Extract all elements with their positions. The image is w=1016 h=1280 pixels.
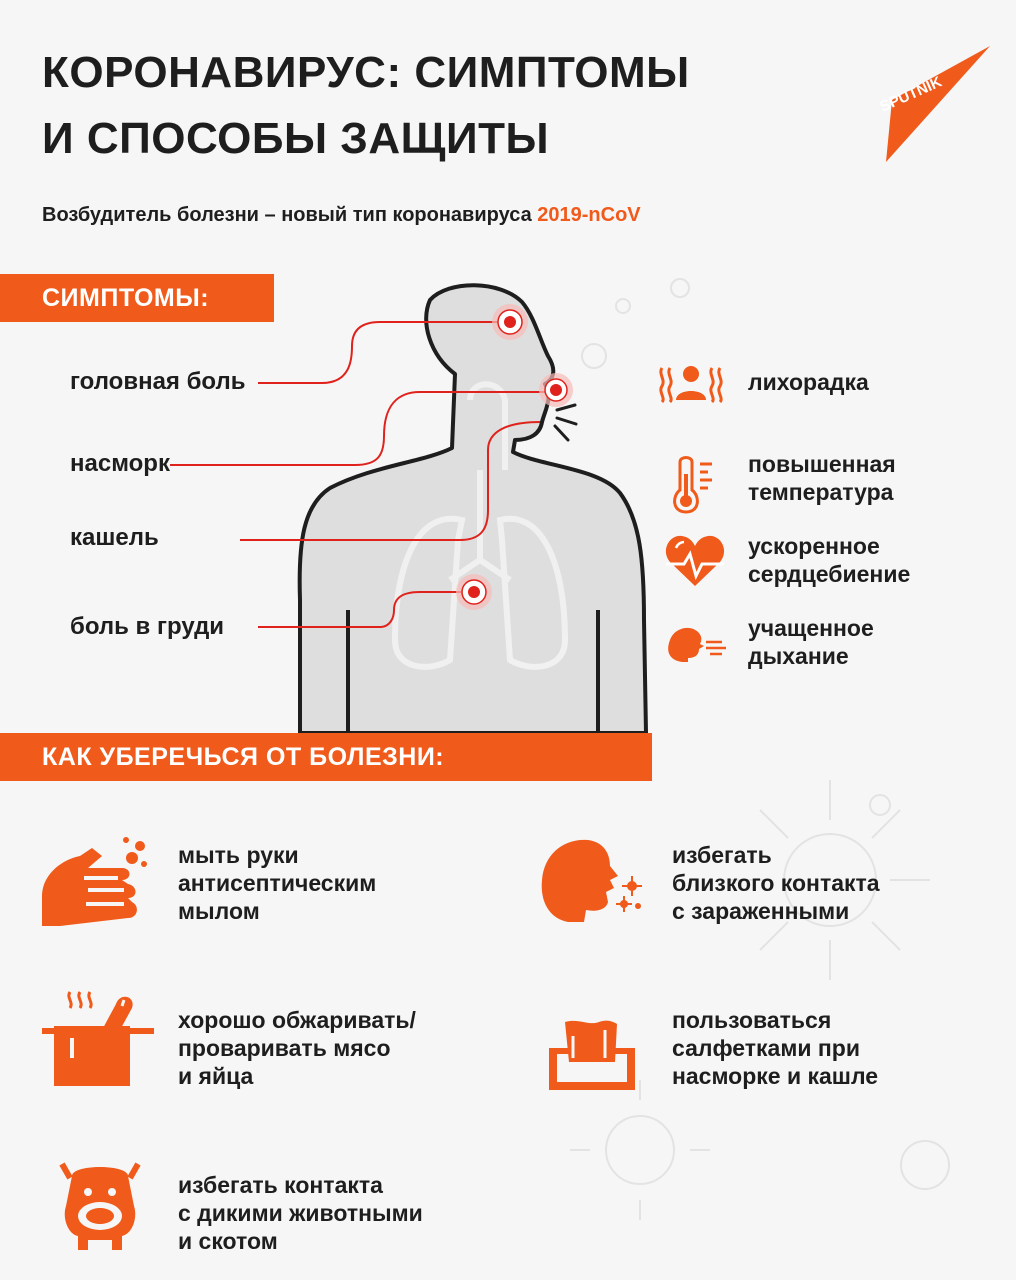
protection-cook-meat-label: хорошо обжаривать/ проваривать мясо и яйца <box>178 1007 416 1089</box>
protection-heading-text: КАК УБЕРЕЧЬСЯ ОТ БОЛЕЗНИ: <box>42 742 445 771</box>
symptom-breathing-label: учащенное дыхание <box>748 615 874 669</box>
protection-heading <box>0 733 652 781</box>
symptom-temperature-label: повышенная температура <box>748 451 896 505</box>
logo-text: SPUTNIK <box>877 73 945 116</box>
title-line-2: И СПОСОБЫ ЗАЩИТЫ <box>42 114 550 163</box>
tissue-box-icon <box>549 1014 635 1090</box>
cow-icon <box>58 1156 142 1250</box>
subtitle-virus-name: 2019-nCoV <box>537 204 641 226</box>
cooking-pot-icon <box>40 990 156 1090</box>
pain-point-head <box>492 304 528 340</box>
hand-washing-icon <box>40 836 150 932</box>
protection-use-tissues-label: пользоваться салфетками при насморке и кашле <box>672 1007 879 1089</box>
symptom-headache-label: головная боль <box>70 368 246 395</box>
title-line-1: КОРОНАВИРУС: СИМПТОМЫ <box>42 48 690 97</box>
symptom-chest-pain-label: боль в груди <box>70 613 225 640</box>
subtitle-text: Возбудитель болезни – новый тип коронавируса <box>42 204 538 226</box>
sneezing-person-icon <box>538 836 648 926</box>
heartbeat-icon <box>664 534 726 588</box>
symptom-cough-label: кашель <box>70 524 159 551</box>
thermometer-icon <box>668 456 718 516</box>
symptoms-heading-text: СИМПТОМЫ: <box>42 283 210 312</box>
pain-point-nose <box>539 373 573 407</box>
protection-avoid-contact-label: избегать близкого контакта с зараженными <box>672 842 880 924</box>
symptom-fever-label: лихорадка <box>748 369 869 395</box>
pain-point-chest <box>456 574 492 610</box>
symptom-runny-nose-label: насморк <box>70 450 170 477</box>
symptom-heartbeat-label: ускоренное сердцебиение <box>748 533 911 587</box>
protection-wash-hands-label: мыть руки антисептическим мылом <box>178 842 377 924</box>
protection-avoid-animals-label: избегать контакта с дикими животными и скотом <box>178 1172 423 1254</box>
fever-icon <box>656 364 726 404</box>
breathing-icon <box>666 624 728 664</box>
